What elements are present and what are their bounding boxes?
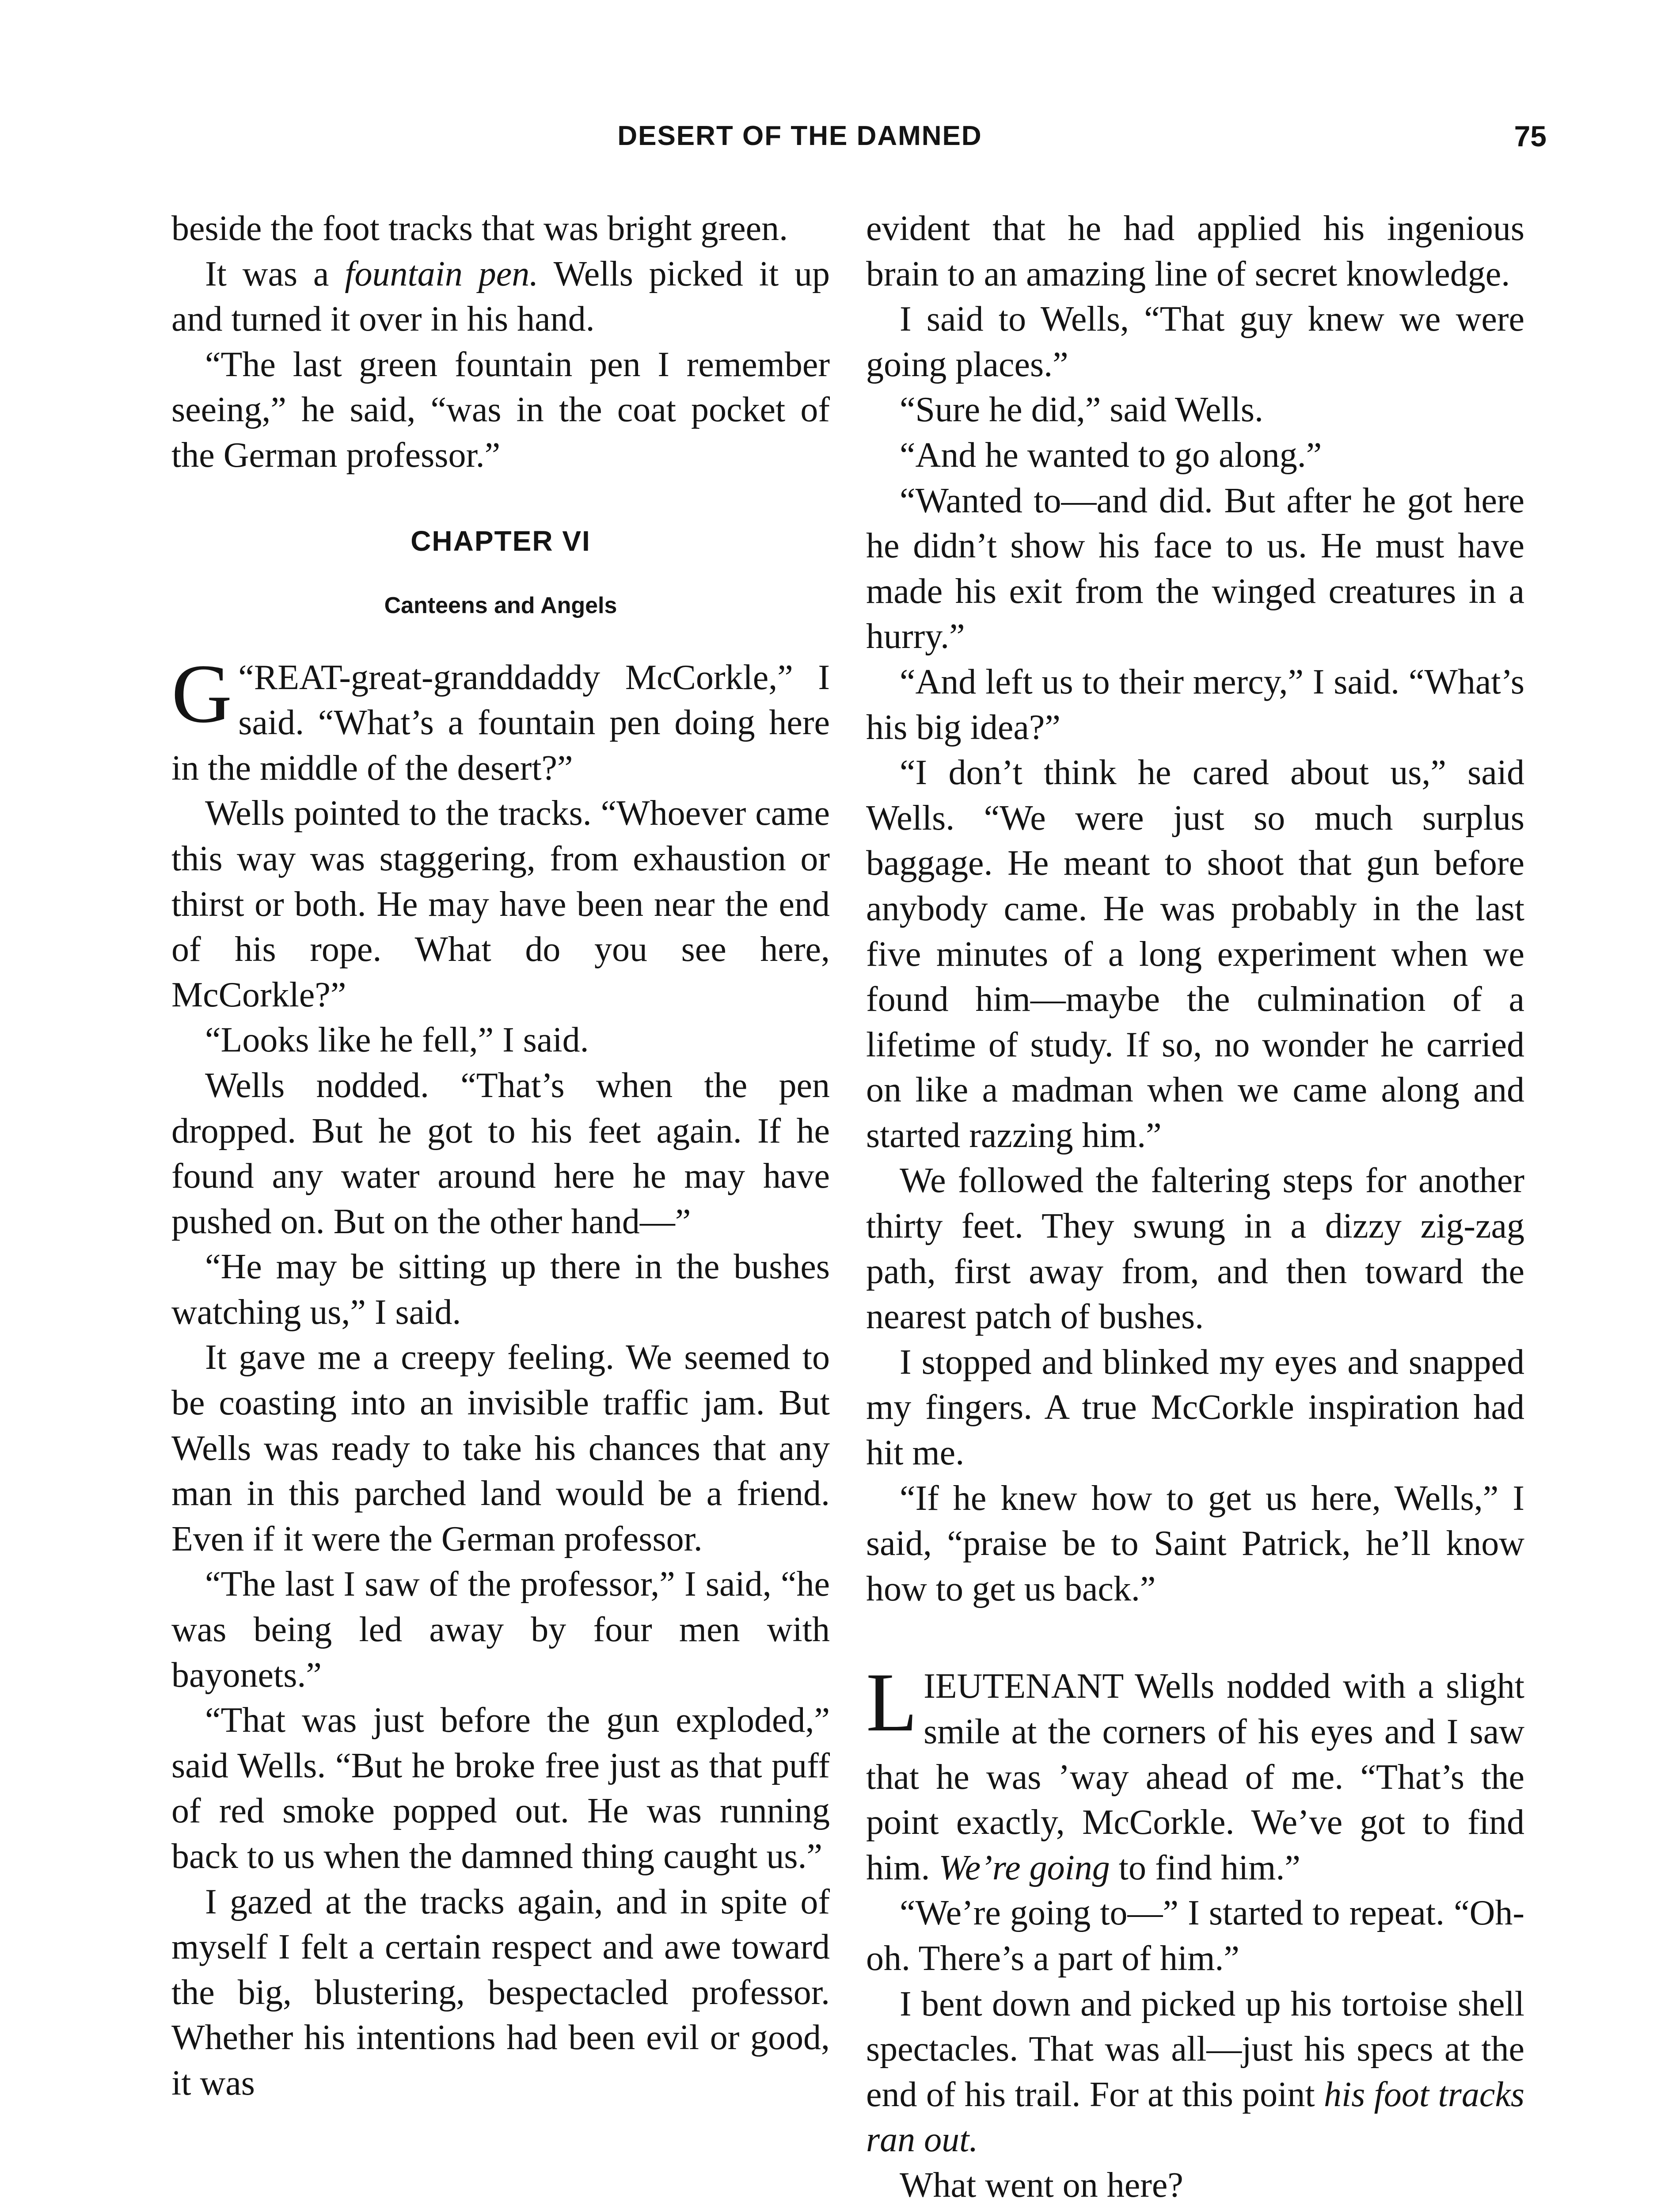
right-paragraphs-after-break — [866, 1890, 1524, 2208]
chapter-opening-paragraph — [171, 647, 830, 791]
chapter-heading: CHAPTER VI — [410, 525, 591, 557]
paragraph: We followed the faltering steps for another thirty feet. They swung in a dizzy zig-zag path, first away from, and then toward the nearest patch of bushes. — [866, 1161, 1524, 1337]
paragraph: It was a fountain pen. Wells picked it up and turned it over in his hand. — [171, 254, 830, 339]
paragraph: It gave me a creepy feeling. We seemed to be coasting into an invisible traffic jam. But Wells was ready to take his chances that any man in this parched land would be a friend. Even if it were the German professor. — [171, 1338, 830, 1558]
section-break — [866, 1612, 1524, 1664]
left-body-paragraphs — [171, 791, 830, 2106]
dropcap-letter: G — [171, 647, 232, 740]
paragraph: “I don’t think he cared about us,” said Wells. “We were just so much surplus baggage. He meant to shoot that gun before anybody came. He was probably in the last five minutes of a long experiment when we found him—maybe the culmination of a lifetime of study. If so, no wonder he carried on like a madman when we came along and started razzing him.” — [866, 753, 1524, 1155]
paragraph: “And left us to their mercy,” I said. “What’s his big idea?” — [866, 662, 1524, 747]
dropcap-letter: L — [866, 1656, 918, 1749]
section-opening-paragraph — [866, 1656, 1524, 1890]
paragraph: I gazed at the tracks again, and in spite of myself I felt a certain respect and awe toward the big, blustering, bespectacled professor. Whether his intentions had been evil or good, it was — [171, 1882, 830, 2103]
paragraph: “He may be sitting up there in the bushes watching us,” I said. — [171, 1247, 830, 1332]
right-paragraphs-before-break — [866, 206, 1524, 1612]
paragraph: Wells pointed to the tracks. “Whoever came this way was staggering, from exhaustion or thirst or both. He may have been near the end of his rope. What do you see here, McCorkle?” — [171, 794, 830, 1014]
paragraph: What went on here? — [900, 2165, 1183, 2205]
running-head: DESERT OF THE DAMNED — [617, 121, 982, 151]
paragraph: I bent down and picked up his tortoise shell spectacles. That was all—just his specs at the end of his trail. For at this point his foot tracks ran out. — [866, 1984, 1524, 2160]
page-number: 75 — [1514, 120, 1547, 152]
left-column — [171, 206, 830, 2106]
paragraph: “The last green fountain pen I remember seeing,” he said, “was in the coat pocket of the German professor.” — [171, 345, 830, 475]
paragraph: “We’re going to—” I started to repeat. “Oh-oh. There’s a part of him.” — [866, 1894, 1524, 1978]
paragraph: beside the foot tracks that was bright green. — [171, 209, 788, 248]
paragraph: I said to Wells, “That guy knew we were going places.” — [866, 300, 1524, 384]
paragraph: “Sure he did,” said Wells. — [900, 390, 1264, 430]
paragraph: “Looks like he fell,” I said. — [205, 1021, 589, 1060]
paragraph: “Wanted to—and did. But after he got here he didn’t show his face to us. He must have made his exit from the winged creatures in a hurry.” — [866, 481, 1524, 656]
paragraph: evident that he had applied his ingenious brain to an amazing line of secret knowledge. — [866, 209, 1524, 293]
paragraph: Wells nodded. “That’s when the pen dropped. But he got to his feet again. If he found any water around here he may have pushed on. But on the other hand—” — [171, 1066, 830, 1241]
paragraph: “If he knew how to get us here, Wells,” I said, “praise be to Saint Patrick, he’ll know how to get us back.” — [866, 1478, 1524, 1608]
dropcap-paragraph-text: REAT-great-granddaddy McCorkle,” I said. “What’s a fountain pen doing here in the middle of the desert?” — [171, 658, 830, 788]
right-column — [866, 206, 1524, 2208]
dropcap-paragraph-text: IEUTENANT Wells nodded with a slight smile at the corners of his eyes and I saw that he was ’way ahead of me. “That’s the point exactly, McCorkle. We’ve got to find him. We’re going to find him.” — [866, 1667, 1524, 1887]
paragraph: “That was just before the gun exploded,” said Wells. “But he broke free just as that puff of red smoke popped out. He was running back to us when the damned thing caught us.” — [171, 1701, 830, 1876]
opening-quote-mark: “ — [238, 658, 254, 697]
paragraph: “And he wanted to go along.” — [900, 435, 1322, 475]
left-opening-paragraphs — [171, 206, 830, 478]
paragraph: “The last I saw of the professor,” I said, “he was being led away by four men with bayonets.” — [171, 1565, 830, 1695]
chapter-subtitle: Canteens and Angels — [384, 592, 617, 618]
paragraph: I stopped and blinked my eyes and snapped my fingers. A true McCorkle inspiration had hit me. — [866, 1342, 1524, 1473]
